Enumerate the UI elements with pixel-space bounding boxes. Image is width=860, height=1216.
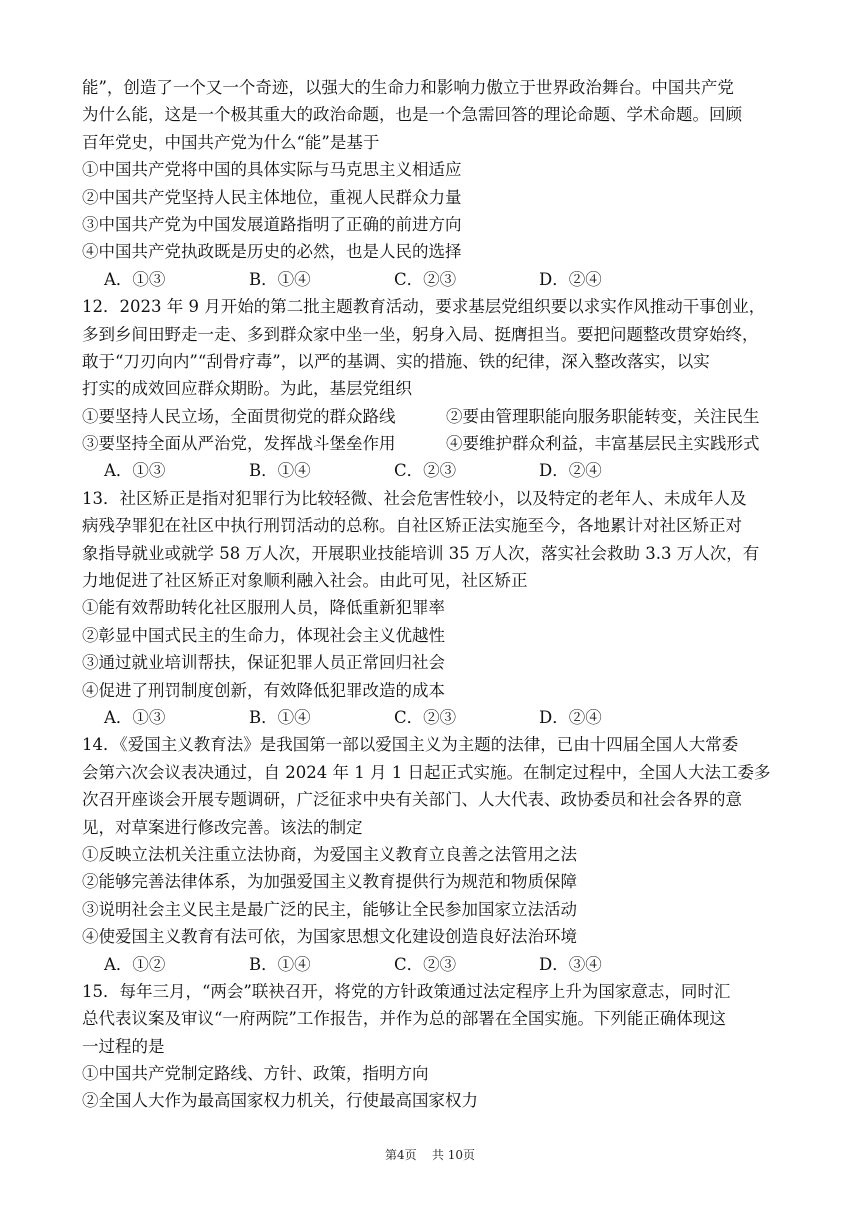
option-2: ②中国共产党坚持人民主体地位，重视人民群众力量 <box>82 187 462 207</box>
answer-b: B．①④ <box>249 707 311 727</box>
option-row <box>82 430 782 457</box>
answer-choices <box>82 266 782 293</box>
answer-b: B．①④ <box>249 954 311 974</box>
option-4: ④要维护群众利益，丰富基层民主实践形式 <box>446 434 760 454</box>
stem-line: 能”，创造了一个又一个奇迹，以强大的生命力和影响力傲立于世界政治舞台。中国共产党 <box>82 78 734 97</box>
stem-line: 敢于“刀刃向内”“刮骨疗毒”，以严的基调、实的措施、铁的纪律，深入整改落实，以实 <box>82 351 710 371</box>
option-1: ①中国共产党制定路线、方针、政策，指明方向 <box>82 1064 429 1084</box>
stem-line: 为什么能，这是一个极其重大的政治命题，也是一个急需回答的理论命题、学术命题。回顾 <box>82 105 742 125</box>
answer-b: B．①④ <box>249 461 311 481</box>
answer-choices <box>82 457 782 484</box>
option-2: ②彰显中国式民主的生命力，体现社会主义优越性 <box>82 625 445 645</box>
answer-c: C．②③ <box>394 954 457 974</box>
option-1: ①能有效帮助转化社区服刑人员，降低重新犯罪率 <box>82 598 445 618</box>
stem-line: 病残孕罪犯在社区中执行刑罚活动的总称。自社区矫正法实施至今，各地累计对社区矫正对 <box>82 516 742 536</box>
stem-line: 象指导就业或就学 58 万人次，开展职业技能培训 35 万人次，落实社会救助 3.3 万人次，有 <box>82 543 760 563</box>
option-3: ③要坚持全面从严治党，发挥战斗堡垒作用 <box>82 434 396 454</box>
option-2: ②全国人大作为最高国家权力机关，行使最高国家权力 <box>82 1091 478 1111</box>
question-13 <box>82 485 782 732</box>
option-2: ②要由管理职能向服务职能转变，关注民生 <box>446 406 760 426</box>
stem-line: 次召开座谈会开展专题调研，广泛征求中央有关部门、人大代表、政协委员和社会各界的意 <box>82 790 742 810</box>
stem-line: 15．每年三月，“两会”联袂召开，将党的方针政策通过法定程序上升为国家意志，同时汇 <box>82 981 731 1001</box>
answer-choices <box>82 704 782 731</box>
answer-choices <box>82 951 782 978</box>
option-1: ①中国共产党将中国的具体实际与马克思主义相适应 <box>82 160 462 180</box>
option-3: ③说明社会主义民主是最广泛的民主，能够让全民参加国家立法活动 <box>82 899 577 919</box>
question-12 <box>82 293 782 485</box>
answer-c: C．②③ <box>394 461 457 481</box>
option-1: ①要坚持人民立场，全面贯彻党的群众路线 <box>82 406 396 426</box>
stem-line: 力地促进了社区矫正对象顺利融入社会。由此可见，社区矫正 <box>82 571 528 591</box>
option-2: ②能够完善法律体系，为加强爱国主义教育提供行为规范和物质保障 <box>82 872 577 892</box>
answer-c: C．②③ <box>394 707 457 727</box>
page-total: 共 10页 <box>431 1148 475 1162</box>
answer-d: D．②④ <box>539 269 602 289</box>
answer-a: A．①③ <box>104 707 166 727</box>
answer-c: C．②③ <box>394 269 457 289</box>
answer-d: D．②④ <box>539 461 602 481</box>
question-15 <box>82 978 782 1115</box>
option-row <box>82 403 782 430</box>
answer-d: D．②④ <box>539 707 602 727</box>
stem-line: 会第六次会议表决通过，自 2024 年 1 月 1 日起正式实施。在制定过程中，全国人大法工委多 <box>82 762 771 782</box>
option-1: ①反映立法机关注重立法协商，为爱国主义教育立良善之法管用之法 <box>82 844 577 864</box>
stem-line: 见，对草案进行修改完善。该法的制定 <box>82 817 363 837</box>
stem-line: 一过程的是 <box>82 1036 165 1056</box>
page-footer <box>0 1146 860 1163</box>
stem-line: 13．社区矫正是指对犯罪行为比较轻微、社会危害性较小，以及特定的老年人、未成年人及 <box>82 488 747 508</box>
stem-line: 百年党史，中国共产党为什么“能”是基于 <box>82 132 380 152</box>
stem-line: 14．《爱国主义教育法》是我国第一部以爱国主义为主题的法律，已由十四届全国人大常委 <box>82 735 739 755</box>
question-14 <box>82 731 782 978</box>
page-number: 第4页 <box>385 1148 417 1162</box>
option-4: ④中国共产党执政既是历史的必然，也是人民的选择 <box>82 242 462 262</box>
stem-line: 多到乡间田野走一走、多到群众家中坐一坐，躬身入局、挺膺担当。要把问题整改贯穿始终， <box>82 324 759 344</box>
exam-page <box>82 74 782 1115</box>
answer-b: B．①④ <box>249 269 311 289</box>
option-3: ③中国共产党为中国发展道路指明了正确的前进方向 <box>82 214 462 234</box>
option-4: ④使爱国主义教育有法可依，为国家思想文化建设创造良好法治环境 <box>82 927 577 947</box>
stem-line: 12．2023 年 9 月开始的第二批主题教育活动，要求基层党组织要以求实作风推动干事创业， <box>82 297 766 317</box>
stem-line: 打实的成效回应群众期盼。为此，基层党组织 <box>82 379 412 399</box>
answer-a: A．①③ <box>104 461 166 481</box>
answer-d: D．③④ <box>539 954 602 974</box>
answer-a: A．①③ <box>104 269 166 289</box>
stem-line: 总代表议案及审议“一府两院”工作报告，并作为总的部署在全国实施。下列能正确体现这 <box>82 1009 726 1029</box>
answer-a: A．①② <box>104 954 166 974</box>
question-11 <box>82 74 782 293</box>
option-3: ③通过就业培训帮扶，保证犯罪人员正常回归社会 <box>82 653 445 673</box>
option-4: ④促进了刑罚制度创新，有效降低犯罪改造的成本 <box>82 680 445 700</box>
